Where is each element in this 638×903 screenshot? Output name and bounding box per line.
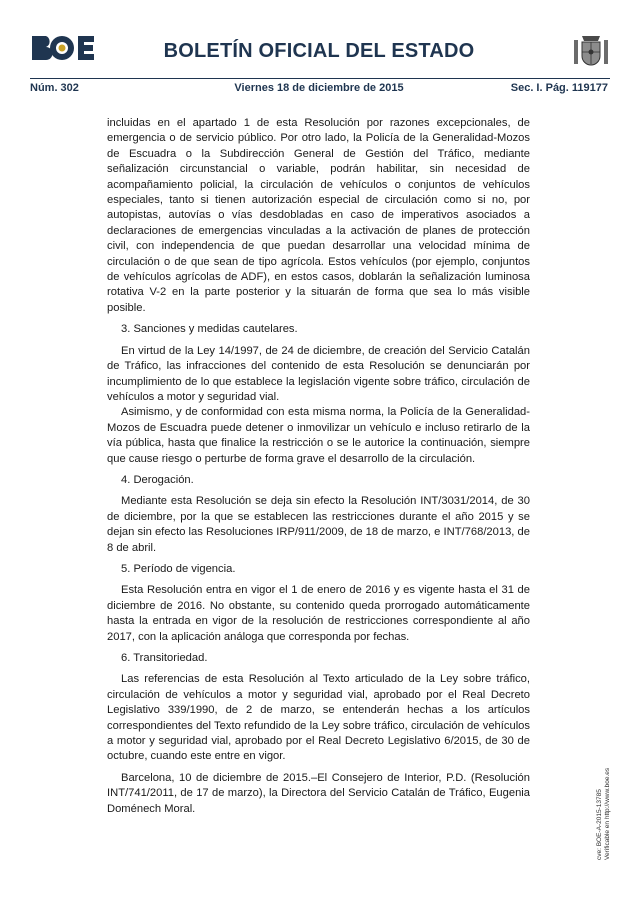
verification-link[interactable]: Verificable en http://www.boe.es [604, 767, 611, 860]
paragraph: En virtud de la Ley 14/1997, de 24 de diciembre, de creación del Servicio Catalán de Tráfico, las infracciones del contenido de esta Resolución se denunciarán por incumplimiento de lo que establece la legislación vigente sobre tráfico, circulación de vehículos a motor y seguridad vial. [107, 344, 530, 403]
coat-of-arms-icon [570, 30, 612, 72]
section-heading: 6. Transitoriedad. [121, 652, 208, 664]
header-divider [30, 78, 610, 79]
paragraph: Esta Resolución entra en vigor el 1 de enero de 2016 y es vigente hasta el 31 de diciembre de 2016. No obstante, su contenido queda prorrogado automáticamente hasta la entrada en vigor de la resolución de restricciones correspondiente al año 2017, con la aplicación análoga que corresponda por fechas. [107, 584, 530, 643]
section-heading: 5. Período de vigencia. [121, 562, 236, 575]
paragraph: Asimismo, y de conformidad con esta misma norma, la Policía de la Generalidad-Mozos de Escuadra puede detener o inmovilizar un vehículo e incluso retirarlo de la vía pública, hasta que finalice la restricción o se le autorice la continuación, siempre que cause riesgo o perturbe de forma grave el desarrollo de la circulación. [107, 406, 530, 465]
paragraph: Las referencias de esta Resolución al Texto articulado de la Ley sobre tráfico, circulación de vehículos a motor y seguridad vial, aprobado por el Real Decreto Legislativo 339/1990, de 2 de marzo, se entenderán hechas a los artículos correspondientes del Texto refundido de la Ley sobre tráfico, circulación de vehículos a motor y seguridad vial, aprobado por el Real Decreto Legislativo 6/2015, de 30 de octubre, cuando este entre en vigor. [107, 673, 530, 763]
paragraph: Mediante esta Resolución se deja sin efecto la Resolución INT/3031/2014, de 30 de diciembre, por la que se establecen las restricciones durante el año 2015 y se dejan sin efecto las Resoluciones IRP/911/2009, de 18 de marzo, e INT/768/2013, de 8 de abril. [107, 495, 530, 554]
section-heading: 4. Derogación. [121, 473, 194, 486]
issue-date: Viernes 18 de diciembre de 2015 [234, 82, 404, 94]
page-header [0, 0, 638, 110]
issue-number: Núm. 302 [30, 82, 79, 94]
verification-sidebar [596, 768, 612, 860]
site-title: BOLETÍN OFICIAL DEL ESTADO [163, 40, 475, 62]
document-body [107, 116, 530, 823]
section-heading: 3. Sanciones y medidas cautelares. [121, 323, 298, 336]
cve-code: cve: BOE-A-2015-13785 [596, 789, 603, 860]
section-page: Sec. I. Pág. 119177 [510, 82, 608, 94]
paragraph: incluidas en el apartado 1 de esta Resolución por razones excepcionales, de emergencia o de servicio público. Por otro lado, la Policía de la Generalidad-Mozos de Escuadra o la Subdirección General de Gestión del Tráfico, mediante señalización circunstancial o variable, podrán habilitar, sin necesidad de acompañamiento policial, la circulación de vehículos o conjuntos de vehículos especiales, tanto si tienen autorización especial de circulación como si no, por autopistas, autovías o vías desdobladas en caso de imperativos asociados a declaraciones de emergencias vinculadas a la activación de planes de protección civil, con independencia de que puedan desarrollar una velocidad mínima de circulación o de que sean de tipo agrícola. Estos vehículos (por ejemplo, conjuntos de vehículos agrícolas de ADF), en estos casos, doblarán la señalización luminosa rotativa V-2 en la parte posterior y la situarán de forma que sea lo más visible posible. [107, 117, 530, 314]
signature-paragraph: Barcelona, 10 de diciembre de 2015.–El Consejero de Interior, P.D. (Resolución INT/741/2011, de 17 de marzo), la Directora del Servicio Catalán de Tráfico, Eugenia Doménech Moral. [107, 771, 530, 815]
